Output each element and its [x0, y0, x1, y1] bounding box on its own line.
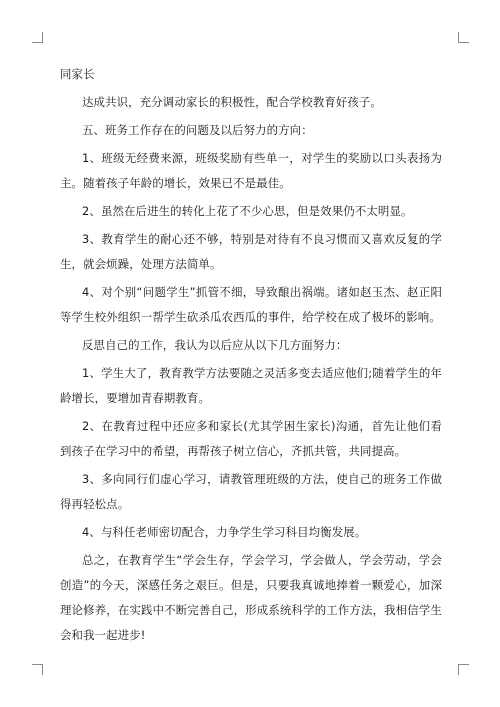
- document-body: [60, 62, 442, 648]
- paragraph-continuation: 同家长: [60, 67, 95, 81]
- paragraph: 4、与科任老师密切配合，力争学生学习科目均衡发展。: [82, 525, 367, 539]
- paragraph: 达成共识，充分调动家长的积极性，配合学校教育好孩子。: [82, 95, 383, 109]
- section-heading: 五、班务工作存在的问题及以后努力的方向：: [82, 123, 313, 137]
- crop-mark-top-left: [32, 32, 43, 43]
- paragraph: 1、学生大了，教育教学方法要随之灵活多变去适应他们;随着学生的年龄增长，要增加青春期教育。: [60, 366, 442, 405]
- paragraph: 3、多向同行们虚心学习，请教管理班级的方法，使自己的班务工作做得再轻松点。: [60, 472, 442, 511]
- paragraph: 1、班级无经费来源，班级奖励有些单一，对学生的奖励以口头表扬为主。随着孩子年龄的增长，效果已不是最佳。: [60, 151, 442, 190]
- paragraph: 4、对个别“问题学生”抓管不细，导致酿出祸端。诸如赵玉杰、赵正阳等学生校外组织一帮学生砍杀瓜农西瓜的事件，给学校在成了极坏的影响。: [60, 285, 442, 324]
- crop-mark-top-right: [458, 32, 469, 43]
- paragraph: 2、虽然在后进生的转化上花了不少心思，但是效果仍不太明显。: [82, 204, 413, 218]
- crop-mark-bottom-right: [458, 664, 469, 675]
- paragraph: 总之，在教育学生“学会生存，学会学习，学会做人，学会劳动，学会创造”的今天，深感任务之艰巨。但是，只要我真诚地捧着一颗爱心，加深理论修养，在实践中不断完善自己，形成系统科学的工作方法，我相信学生会和我一起进步!: [60, 553, 442, 642]
- paragraph: 3、教育学生的耐心还不够，特别是对待有不良习惯而又喜欢反复的学生，就会烦躁，处理方法简单。: [60, 232, 442, 271]
- paragraph: 2、在教育过程中还应多和家长(尤其学困生家长)沟通，首先让他们看到孩子在学习中的希望，再帮孩子树立信心，齐抓共管，共同提高。: [60, 419, 442, 458]
- paragraph: 反思自己的工作，我认为以后应从以下几方面努力：: [82, 338, 348, 352]
- crop-mark-bottom-left: [32, 664, 43, 675]
